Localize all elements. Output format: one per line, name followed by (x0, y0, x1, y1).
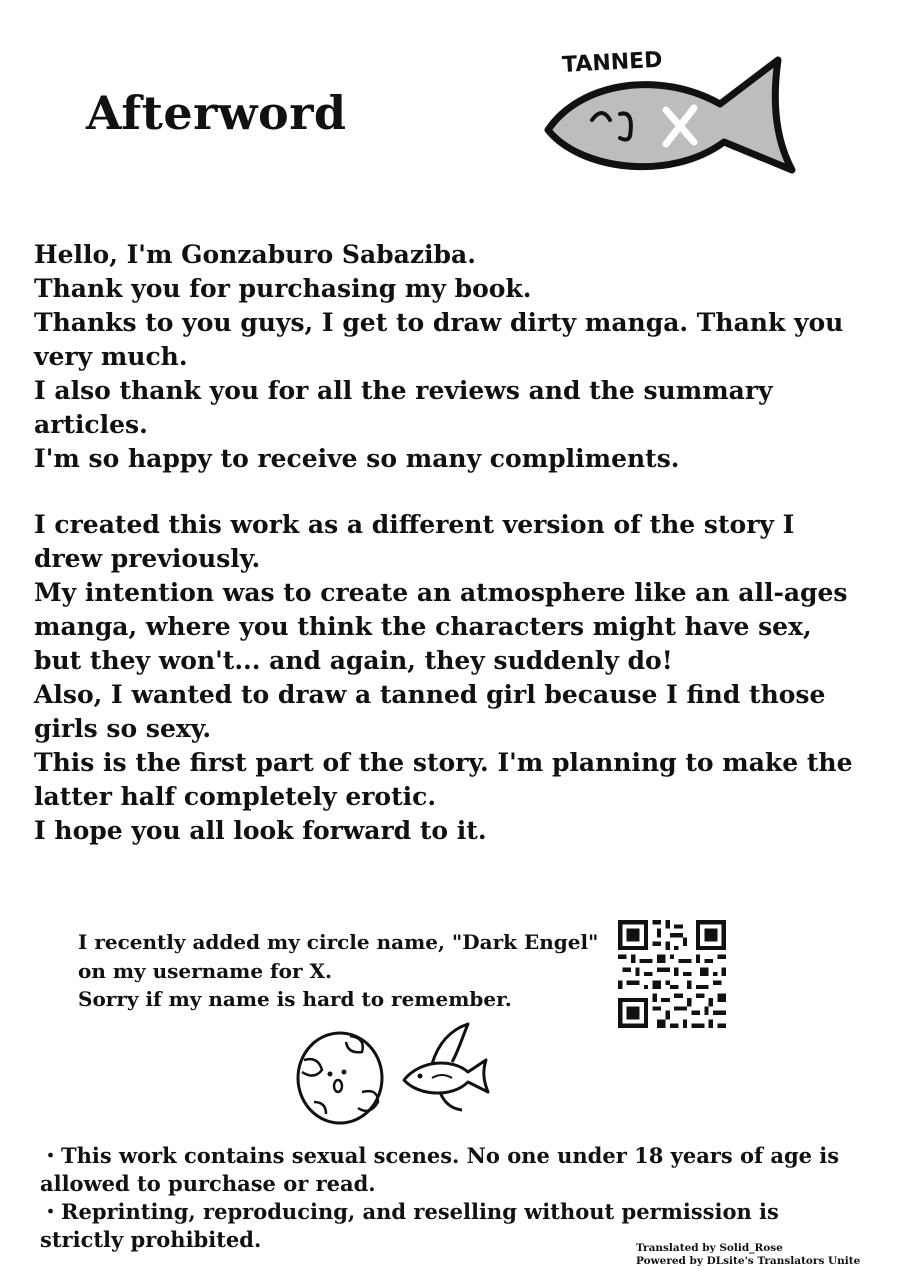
letter-line: Thank you for purchasing my book. (34, 274, 532, 303)
letter-line: Thanks to you guys, I get to draw dirty manga. Thank you very much. (34, 308, 844, 371)
letter-paragraph-2 (34, 508, 864, 848)
letter-line: My intention was to create an atmosphere like an all-ages manga, where you think the characters might have sex, but they won't... and again, they suddenly do! (34, 578, 848, 675)
letter-line: I'm so happy to receive so many compliments. (34, 444, 680, 473)
tanned-fish-icon (540, 42, 800, 192)
letter-line: I also thank you for all the reviews and the summary articles. (34, 376, 773, 439)
translated-by: Translated by Solid_Rose (636, 1242, 783, 1254)
warning-line: ・Reprinting, reproducing, and reselling without permission is strictly prohibited. (40, 1199, 779, 1252)
letter-line: I hope you all look forward to it. (34, 816, 487, 845)
letter-line: Also, I wanted to draw a tanned girl because I find those girls so sexy. (34, 680, 826, 743)
letter-line: Hello, I'm Gonzaburo Sabaziba. (34, 240, 476, 269)
note-line: I recently added my circle name, "Dark Engel" (78, 930, 599, 954)
powered-by: Powered by DLsite's Translators Unite (636, 1255, 861, 1267)
fish-label: TANNED (561, 47, 664, 78)
qr-code[interactable] (618, 920, 726, 1028)
translation-credits (636, 1242, 860, 1268)
note-line: on my username for X. (78, 958, 332, 983)
content-warnings (40, 1142, 860, 1254)
letter-line: I created this work as a different version of the story I drew previously. (34, 510, 795, 573)
page-title: Afterword (86, 86, 347, 140)
egg-and-fish-doodle (292, 1020, 492, 1125)
letter-line: This is the first part of the story. I'm planning to make the latter half completely erotic. (34, 748, 853, 811)
note-line: Sorry if my name is hard to remember. (78, 987, 512, 1011)
letter-paragraph-1 (34, 238, 864, 476)
warning-line: ・This work contains sexual scenes. No one under 18 years of age is allowed to purchase or read. (40, 1143, 840, 1196)
circle-name-note (78, 928, 618, 1014)
